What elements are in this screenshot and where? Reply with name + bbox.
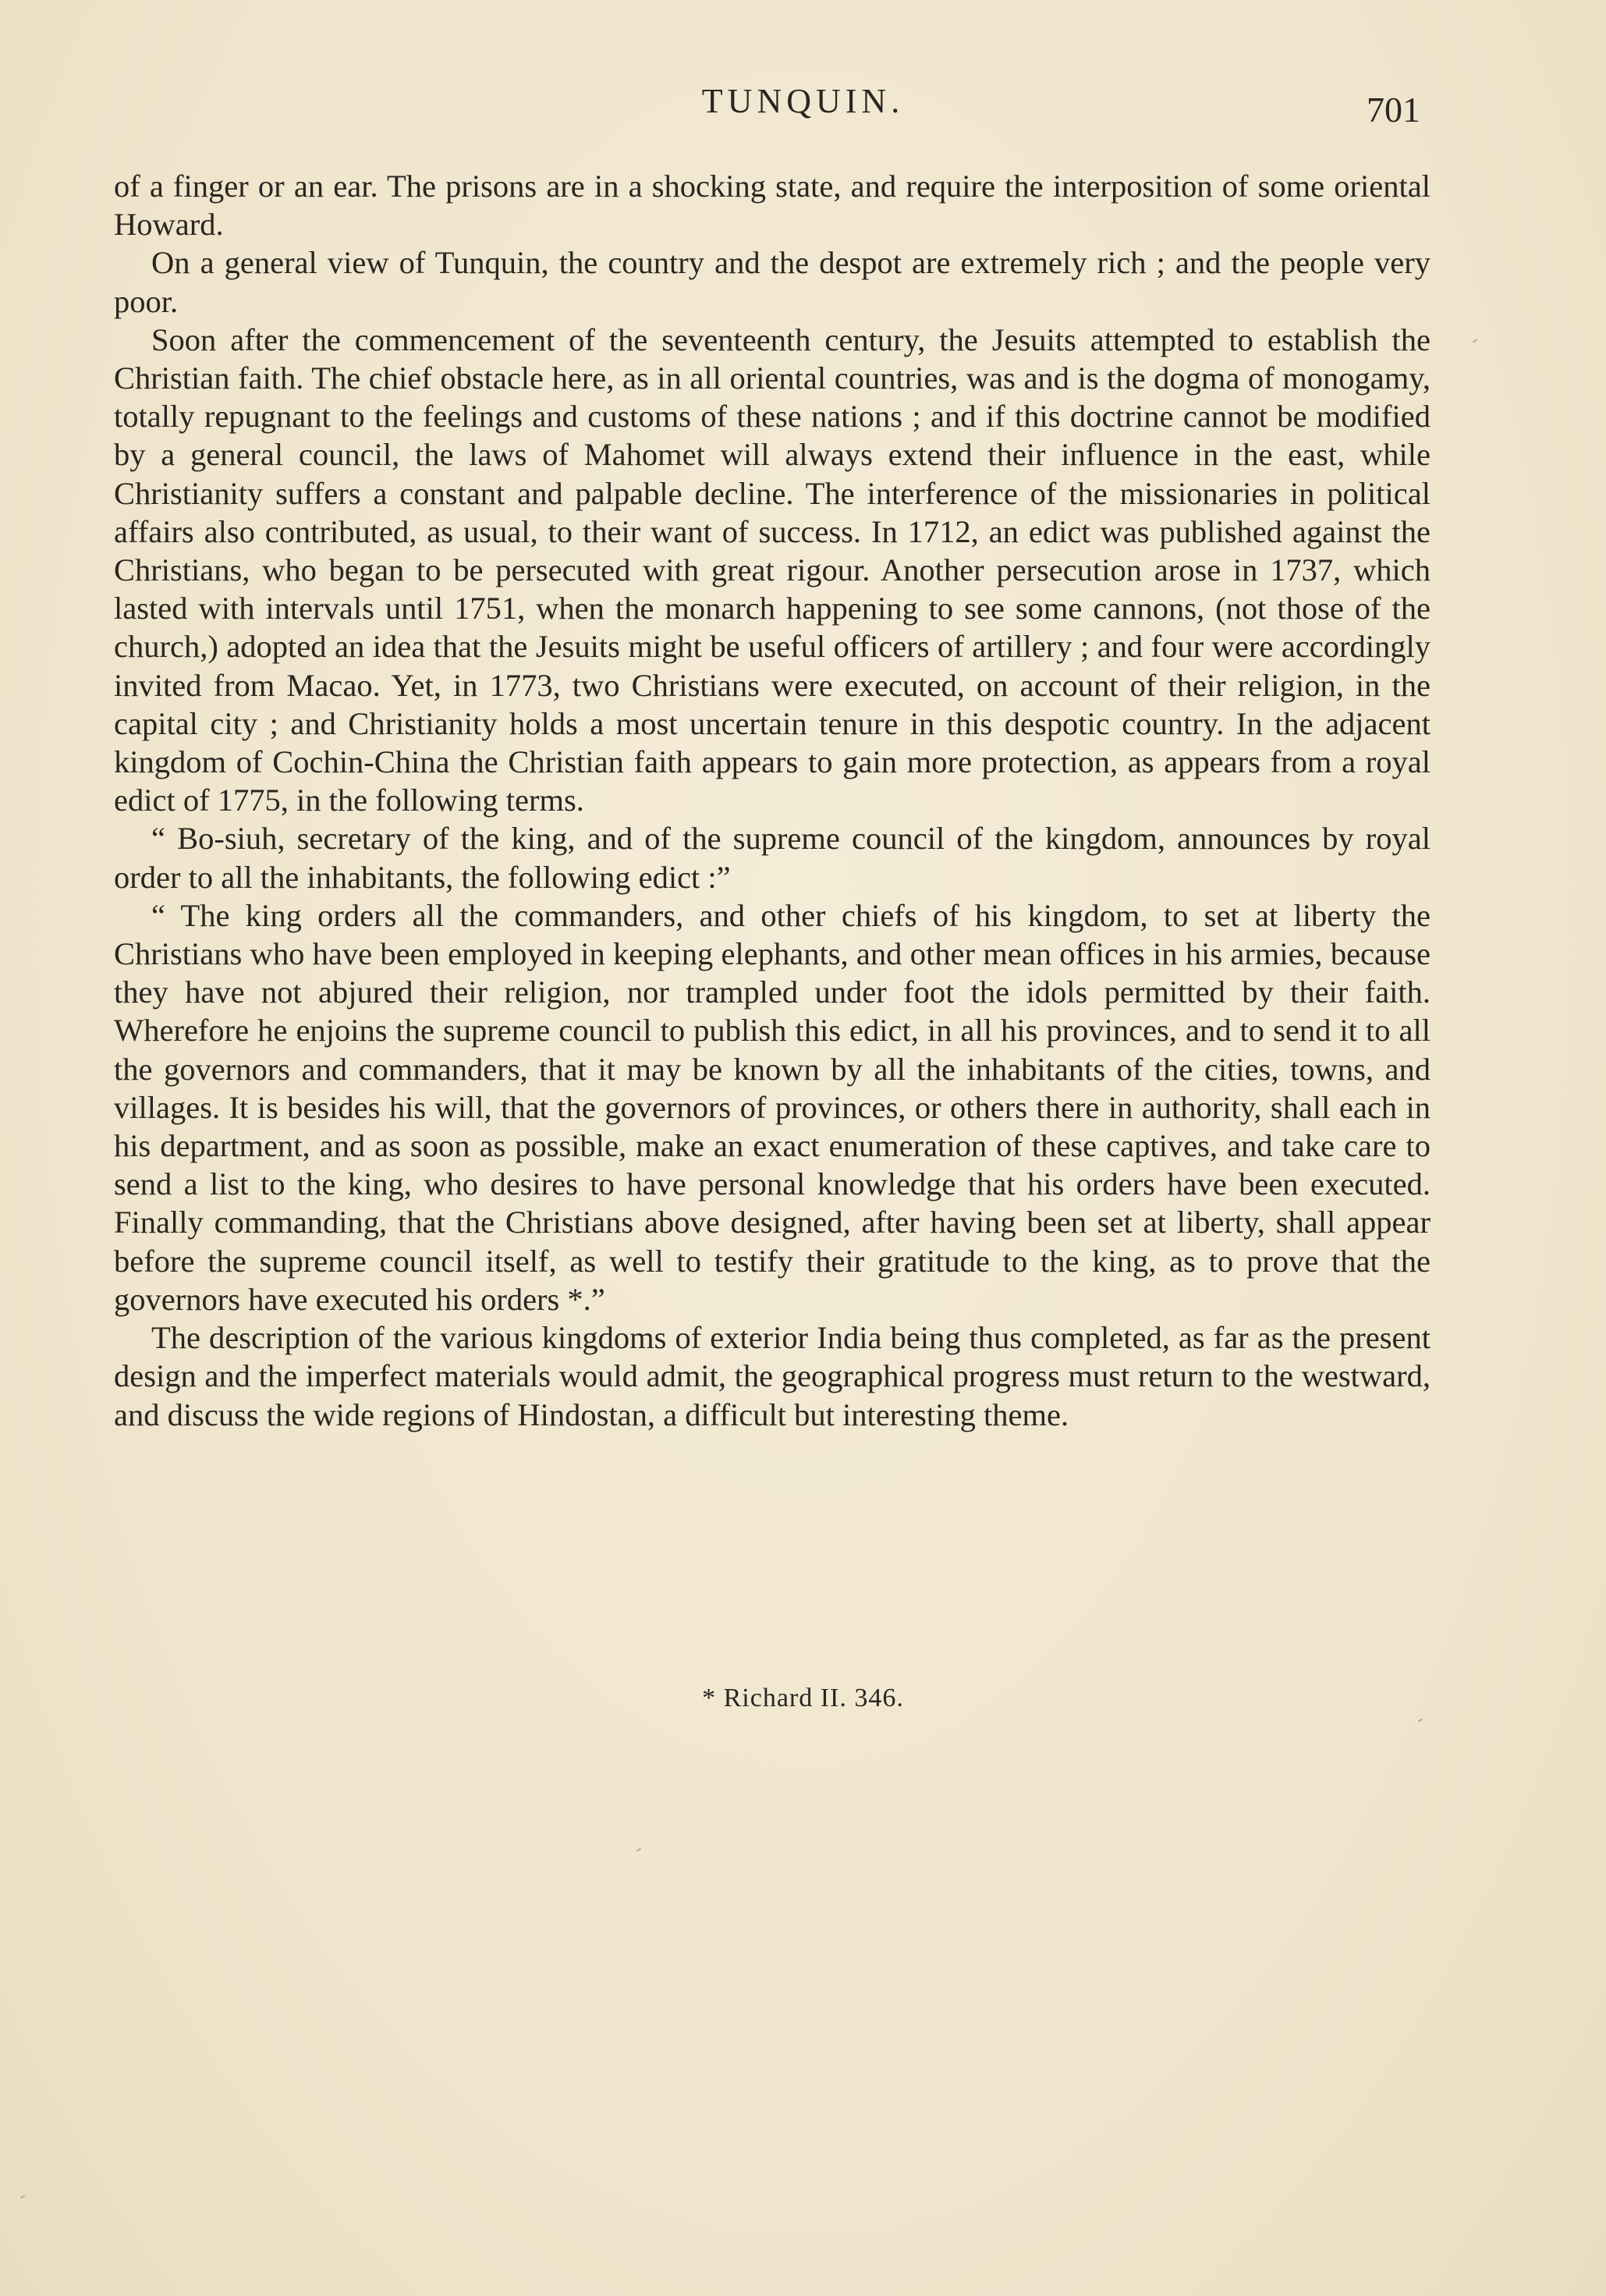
paper-speck: [1418, 1719, 1423, 1723]
body-text: [114, 167, 1431, 1434]
footnote: * Richard II. 346.: [702, 1684, 904, 1712]
paper-speck: [1473, 339, 1477, 343]
paragraph-continuation: of a finger or an ear. The prisons are in a shocking state, and require the interposition of some oriental Howard.: [114, 169, 1431, 243]
paragraph-bo-siuh: “ Bo-siuh, secretary of the king, and of the supreme council of the kingdom, announces by royal order to all the inhabitants, the following edict :”: [114, 821, 1431, 895]
paragraph-royal-edict: “ The king orders all the commanders, and other chiefs of his kingdom, to set at liberty the Christians who have been employed in keeping elephants, and other mean offices in his armies, because they have not abjured their religion, nor trampled under foot the idols permitted by their faith. Wherefore he enjoins the supreme council to publish this edict, in all his provinces, and to send it to all the governors and commanders, that it may be known by all the inhabitants of the cities, towns, and villages. It is besides his will, that the governors of provinces, or others there in authority, shall each in his department, and as soon as possible, make an exact enumeration of these captives, and take care to send a list to the king, who desires to have personal knowledge that his orders have been executed. Finally commanding, that the Christians above designed, after having been set at liberty, shall appear before the supreme council itself, as well to testify their gratitude to the king, as to prove that the governors have executed his orders *.”: [114, 897, 1431, 1317]
paper-speck: [20, 2195, 25, 2199]
page-number: 701: [1367, 90, 1420, 130]
paragraph-general-view: On a general view of Tunquin, the country and the despot are extremely rich ; and the people very poor.: [114, 245, 1431, 319]
running-head: TUNQUIN.: [701, 82, 905, 120]
paper-speck: [636, 1848, 641, 1852]
paragraph-jesuits: Soon after the commencement of the seventeenth century, the Jesuits attempted to establish the Christian faith. The chief obstacle here, as in all oriental countries, was and is the dogma of monogamy, totally repugnant to the feelings and customs of these nations ; and if this doctrine cannot be modified by a general council, the laws of Mahomet will always extend their influence in the east, while Christianity suffers a constant and palpable decline. The interference of the missionaries in political affairs also contributed, as usual, to their want of success. In 1712, an edict was published against the Christians, who began to be persecuted with great rigour. Another persecution arose in 1737, which lasted with intervals until 1751, when the monarch happening to see some cannons, (not those of the church,) adopted an idea that the Jesuits might be useful officers of artillery ; and four were accordingly invited from Macao. Yet, in 1773, two Christians were executed, on account of their religion, in the capital city ; and Christianity holds a most uncertain tenure in this despotic country. In the adjacent kingdom of Cochin-China the Christian faith appears to gain more protection, as appears from a royal edict of 1775, in the following terms.: [114, 321, 1431, 818]
paragraph-conclusion: The description of the various kingdoms of exterior India being thus completed, as far as the present design and the imperfect materials would admit, the geographical progress must return to the westward, and discuss the wide regions of Hindostan, a difficult but interesting theme.: [114, 1320, 1431, 1432]
